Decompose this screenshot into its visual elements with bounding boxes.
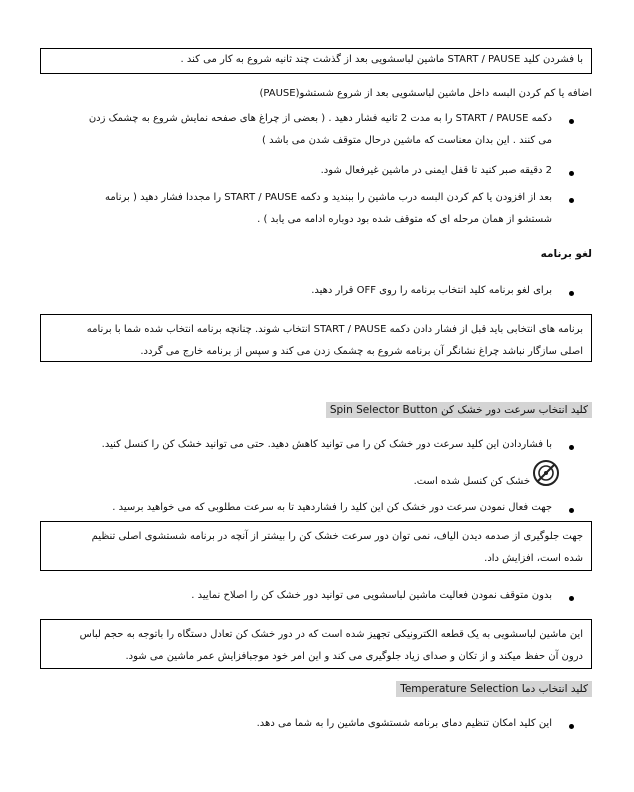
pause-intro: اضافه یا کم کردن البسه داخل ماشین لباسشویی بعد از شروع شستشو(PAUSE)	[259, 88, 592, 99]
temperature-bullet-text: این کلید امکان تنظیم دمای برنامه شستشوی ماشین را به شما می دهد.	[256, 718, 552, 729]
note-fiber-line-2: شده است، افزایش داد.	[484, 553, 583, 564]
spin-bullet-3	[54, 591, 574, 613]
note-box-balance	[40, 619, 592, 669]
cancel-bullet	[54, 286, 574, 308]
pause-bullet-1-line-1: دکمه START / PAUSE را به مدت 2 ثانیه فشار دهید . ( بعضی از چراغ های صفحه نمایش شروع به چشمک زدن	[88, 113, 552, 124]
bullet-dot-icon	[569, 445, 574, 450]
spin-heading: کلید انتخاب سرعت دور خشک کن Spin Selector Button	[326, 402, 592, 418]
pause-bullet-1-line-2: می کنند . این بدان معناست که ماشین درحال متوقف شدن می باشد )	[261, 135, 552, 146]
bullet-dot-icon	[569, 198, 574, 203]
note-program-line-1: برنامه های انتخابی باید قبل از فشار دادن دکمه START / PAUSE انتخاب شوند. چنانچه برنامه انتخاب شده شما با برنامه	[86, 324, 583, 335]
temperature-bullet	[54, 719, 574, 741]
pause-bullet-2	[54, 166, 574, 188]
bullet-dot-icon	[569, 508, 574, 513]
pause-bullet-3	[54, 193, 574, 237]
note-box-start	[40, 48, 592, 74]
bullet-dot-icon	[569, 596, 574, 601]
note-fiber-line-1: جهت جلوگیری از صدمه دیدن الیاف، نمی توان دور سرعت خشک کن را بیشتر از آنچه در برنامه شستشوی اصلی تنظیم	[91, 531, 583, 542]
bullet-dot-icon	[569, 171, 574, 176]
note-balance-line-2: درون آن حفظ میکند و از تکان و صدای زیاد جلوگیری می کند و این امر خود موجبافزایش عمر ماشین می شود.	[125, 651, 583, 662]
cancel-heading: لغو برنامه	[540, 248, 592, 260]
spin-bullet-3-text: بدون متوقف نمودن فعالیت ماشین لباسشویی می توانید دور خشک کن را اصلاح نمایید .	[191, 590, 552, 601]
spin-bullet-2-text: جهت فعال نمودن سرعت دور خشک کن این کلید را فشاردهید تا به سرعت مطلوبی که می خواهید برسید .	[112, 502, 552, 513]
spin-icon-caption: خشک کن کنسل شده است.	[413, 476, 530, 487]
pause-bullet-3-line-2: شستشو از همان مرحله ای که متوقف شده بود دوباره ادامه می یابد ) .	[257, 214, 552, 225]
note-start-text: با فشردن کلید START / PAUSE ماشین لباسشویی بعد از گذشت چند ثانیه شروع به کار می کند .	[180, 54, 583, 65]
note-program-line-2: اصلی سازگار نباشد چراغ نشانگر آن برنامه شروع به چشمک زدن می کند و سپس از برنامه خارج می گردد.	[140, 346, 583, 357]
note-balance-line-1: این ماشین لباسشویی به یک قطعه الکترونیکی تجهیز شده است که در دور خشک کن تعادل دستگاه را باتوجه به حجم لباس	[79, 629, 583, 640]
pause-bullet-2-line-1: 2 دقیقه صبر کنید تا قفل ایمنی در ماشین غیرفعال شود.	[320, 165, 552, 176]
spin-bullet-1	[54, 440, 574, 462]
bullet-dot-icon	[569, 724, 574, 729]
note-box-program	[40, 314, 592, 362]
spin-bullet-1-text: با فشاردادن این کلید سرعت دور خشک کن را می توانید کاهش دهید. حتی می توانید خشک کن را کنسل کنید.	[101, 439, 552, 450]
spin-cancel-icon	[532, 459, 560, 487]
cancel-bullet-text: برای لغو برنامه کلید انتخاب برنامه را روی OFF قرار دهید.	[311, 285, 552, 296]
bullet-dot-icon	[569, 291, 574, 296]
pause-bullet-1	[54, 114, 574, 158]
note-box-fiber	[40, 521, 592, 571]
pause-bullet-3-line-1: بعد از افزودن یا کم کردن البسه درب ماشین را ببندید و دکمه START / PAUSE را مجددا فشار دهید ( برنامه	[104, 192, 552, 203]
temperature-heading: کلید انتخاب دما Temperature Selection	[396, 681, 592, 697]
bullet-dot-icon	[569, 119, 574, 124]
